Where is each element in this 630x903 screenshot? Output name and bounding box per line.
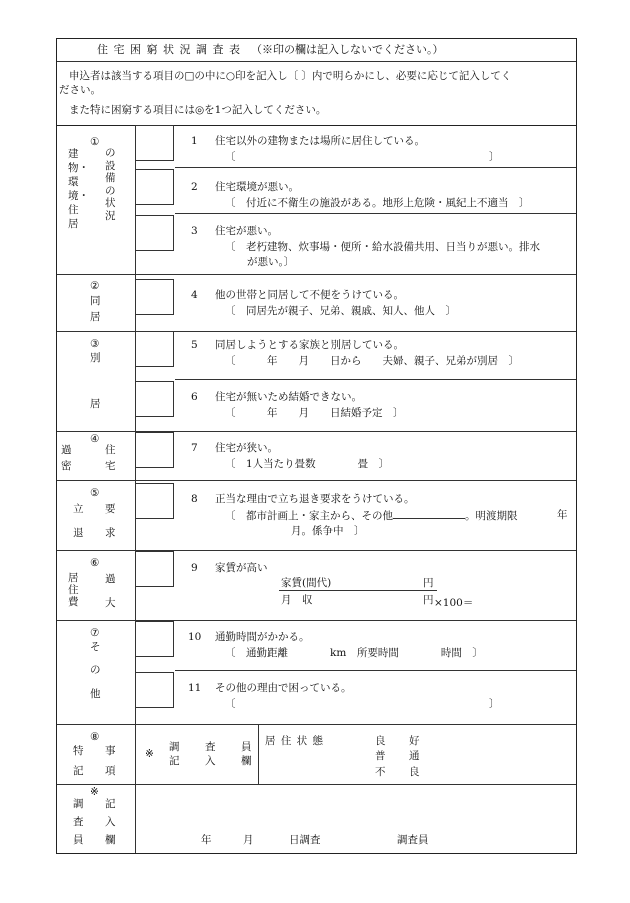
- footer-investigator: 調査員: [397, 834, 429, 846]
- item-11-bracket-open: 〔: [225, 698, 236, 710]
- status-good-b: 好: [409, 735, 420, 747]
- item-10-detail: 〔 通勤距離 km 所要時間 時間 〕: [225, 647, 483, 659]
- item-4-detail: 〔 同居先が親子、兄弟、親戚、知人、他人 〕: [225, 305, 456, 317]
- section-8-label-b: 事: [105, 745, 116, 757]
- investigator-label-1a: 調: [169, 741, 180, 753]
- investigator-label-2c: 欄: [241, 755, 252, 767]
- section-9-mark: ※: [90, 786, 99, 798]
- item-2-text: 住宅環境が悪い。: [215, 181, 299, 193]
- item-4-text: 他の世帯と同居して不便をうけている。: [215, 289, 404, 301]
- section-3-label-b: 居: [90, 398, 101, 410]
- instruction-line-1b: ださい。: [59, 84, 101, 96]
- investigator-mark: ※: [145, 748, 154, 760]
- section-5-number: ⑤: [90, 487, 100, 499]
- section-9-label-e: 員: [73, 834, 84, 846]
- footer-month: 月: [243, 834, 254, 846]
- item-3-text: 住宅が悪い。: [215, 225, 278, 237]
- rent-yen: 円: [423, 577, 434, 589]
- section-9-label-d: 入: [105, 816, 116, 828]
- checkbox-item-1[interactable]: [136, 125, 174, 161]
- section-8-label-c: 記: [73, 765, 84, 777]
- item-1-bracket-close: 〕: [489, 151, 500, 163]
- item-6-detail: 〔 年 月 日結婚予定 〕: [225, 407, 404, 419]
- item-11-bracket-close: 〕: [489, 698, 500, 710]
- form-title-text: 住 宅 困 窮 状 況 調 査 表: [97, 43, 241, 56]
- item-3-number: 3: [191, 225, 198, 237]
- footer-year: 年: [201, 834, 212, 846]
- item-8-detail-1c: 年: [557, 509, 568, 521]
- item-1-bracket-open: 〔: [225, 151, 236, 163]
- item-2-number: 2: [191, 181, 198, 193]
- section-7-label-b: の: [90, 664, 101, 676]
- form-title: [97, 43, 443, 57]
- section-9-label-a: 調: [73, 798, 84, 810]
- item-10-text: 通勤時間がかかる。: [215, 631, 310, 643]
- item-9-text: 家賃が高い: [215, 562, 268, 574]
- section-4-label-c: 密: [61, 460, 72, 472]
- section-5-label-c: 退: [73, 527, 84, 539]
- checkbox-item-5[interactable]: [136, 331, 174, 367]
- item-6-text: 住宅が無いため結婚できない。: [215, 391, 362, 403]
- item-8-detail-1a: 〔 都市計画上・家主から、その他: [225, 510, 393, 522]
- instruction-line-2: また特に困窮する項目には◎を1つ記入してください。: [69, 104, 327, 116]
- checkbox-item-4[interactable]: [136, 279, 174, 315]
- section-2-number: ②: [90, 280, 100, 292]
- rent-label: 家賃(間代): [281, 577, 332, 589]
- checkbox-item-10[interactable]: [136, 621, 174, 657]
- item-5-number: 5: [191, 339, 198, 351]
- item-10-number: 10: [188, 631, 202, 643]
- item-9-number: 9: [191, 562, 198, 574]
- section-3-label-a: 別: [90, 352, 101, 364]
- item-8-other-blank[interactable]: [393, 508, 465, 519]
- section-3-number: ③: [90, 338, 100, 350]
- section-6-label-b: 過: [105, 573, 116, 585]
- item-11-number: 11: [188, 682, 202, 694]
- status-bad-a: 不: [375, 766, 386, 778]
- item-11-text: その他の理由で困っている。: [215, 682, 352, 694]
- item-5-detail: 〔 年 月 日から 夫婦、親子、兄弟が別居 〕: [225, 355, 519, 367]
- item-8-detail-2: 月。係争中 〕: [291, 525, 365, 537]
- section-6-label-a: 居住費: [68, 572, 79, 608]
- item-1-number: 1: [191, 135, 198, 147]
- investigator-label-2b: 入: [205, 755, 216, 767]
- income-label: 月 収: [281, 594, 313, 606]
- item-4-number: 4: [191, 289, 198, 301]
- checkbox-item-7[interactable]: [136, 432, 174, 468]
- status-bad-b: 良: [409, 766, 420, 778]
- section-1-label-a: 建物・環境・住居: [68, 148, 89, 230]
- item-5-text: 同居しようとする家族と別居している。: [215, 339, 404, 351]
- checkbox-item-2[interactable]: [136, 169, 174, 205]
- checkbox-item-6[interactable]: [136, 381, 174, 417]
- item-8-number: 8: [191, 493, 198, 505]
- section-4-label-a: 過: [61, 444, 72, 456]
- section-6-label-d: 大: [105, 597, 116, 609]
- checkbox-item-9[interactable]: [136, 551, 174, 587]
- item-2-detail: 〔 付近に不衛生の施設がある。地形上危険・風紀上不適当 〕: [225, 197, 530, 209]
- times-100: ×100＝: [434, 597, 474, 609]
- section-4-number: ④: [90, 433, 100, 445]
- item-7-detail: 〔 1人当たり畳数 畳 〕: [225, 458, 390, 470]
- item-3-detail-1: 〔 老朽建物、炊事場・便所・給水設備共用、日当りが悪い。排水: [225, 241, 540, 253]
- fraction-bar: [279, 590, 437, 591]
- section-8-label-a: 特: [73, 745, 84, 757]
- item-6-number: 6: [191, 391, 198, 403]
- section-7-number: ⑦: [90, 627, 100, 639]
- item-3-detail-2: が悪い。〕: [247, 256, 295, 268]
- section-2-label-b: 居: [90, 311, 101, 323]
- section-8-label-d: 項: [105, 765, 116, 777]
- section-9-label-b: 記: [105, 798, 116, 810]
- section-5-label-b: 要: [105, 503, 116, 515]
- section-4-label-d: 宅: [105, 460, 116, 472]
- section-4-label-b: 住: [105, 444, 116, 456]
- checkbox-item-11[interactable]: [136, 672, 174, 708]
- section-1-label-b: の設備の状況: [105, 147, 116, 222]
- status-normal-b: 通: [409, 750, 420, 762]
- section-5-label-a: 立: [73, 503, 84, 515]
- item-7-text: 住宅が狭い。: [215, 442, 278, 454]
- section-9-label-f: 欄: [105, 834, 116, 846]
- item-8-detail-1b: 。明渡期限: [465, 510, 518, 522]
- section-6-number: ⑥: [90, 557, 100, 569]
- section-9-label-c: 査: [73, 816, 84, 828]
- status-normal-a: 普: [375, 750, 386, 762]
- item-1-text: 住宅以外の建物または場所に居住している。: [215, 135, 425, 147]
- section-8-number: ⑧: [90, 731, 100, 743]
- section-7-label-a: そ: [90, 641, 101, 653]
- status-good-a: 良: [375, 735, 386, 747]
- checkbox-item-3[interactable]: [136, 215, 174, 251]
- footer-survey-day: 日調査: [289, 834, 321, 846]
- item-8-text: 正当な理由で立ち退き要求をうけている。: [215, 493, 415, 505]
- investigator-label-1c: 員: [241, 741, 252, 753]
- section-5-label-d: 求: [105, 527, 116, 539]
- section-1-number: ①: [90, 136, 100, 148]
- section-7-label-c: 他: [90, 688, 101, 700]
- item-8-detail-1: [225, 508, 518, 523]
- checkbox-item-8[interactable]: [136, 483, 174, 519]
- residence-status-label: 居 住 状 態: [265, 735, 325, 747]
- investigator-label-2a: 記: [169, 755, 180, 767]
- investigator-label-1b: 査: [205, 741, 216, 753]
- instruction-line-1a: 申込者は該当する項目の□の中に○印を記入し〔 〕内で明らかにし、必要に応じて記入してく: [69, 70, 512, 82]
- income-yen: 円: [423, 594, 434, 606]
- housing-survey-form: [56, 38, 577, 854]
- form-title-note: （※印の欄は記入しないでください。）: [250, 43, 444, 56]
- section-2-label-a: 同: [90, 295, 101, 307]
- item-7-number: 7: [191, 442, 198, 454]
